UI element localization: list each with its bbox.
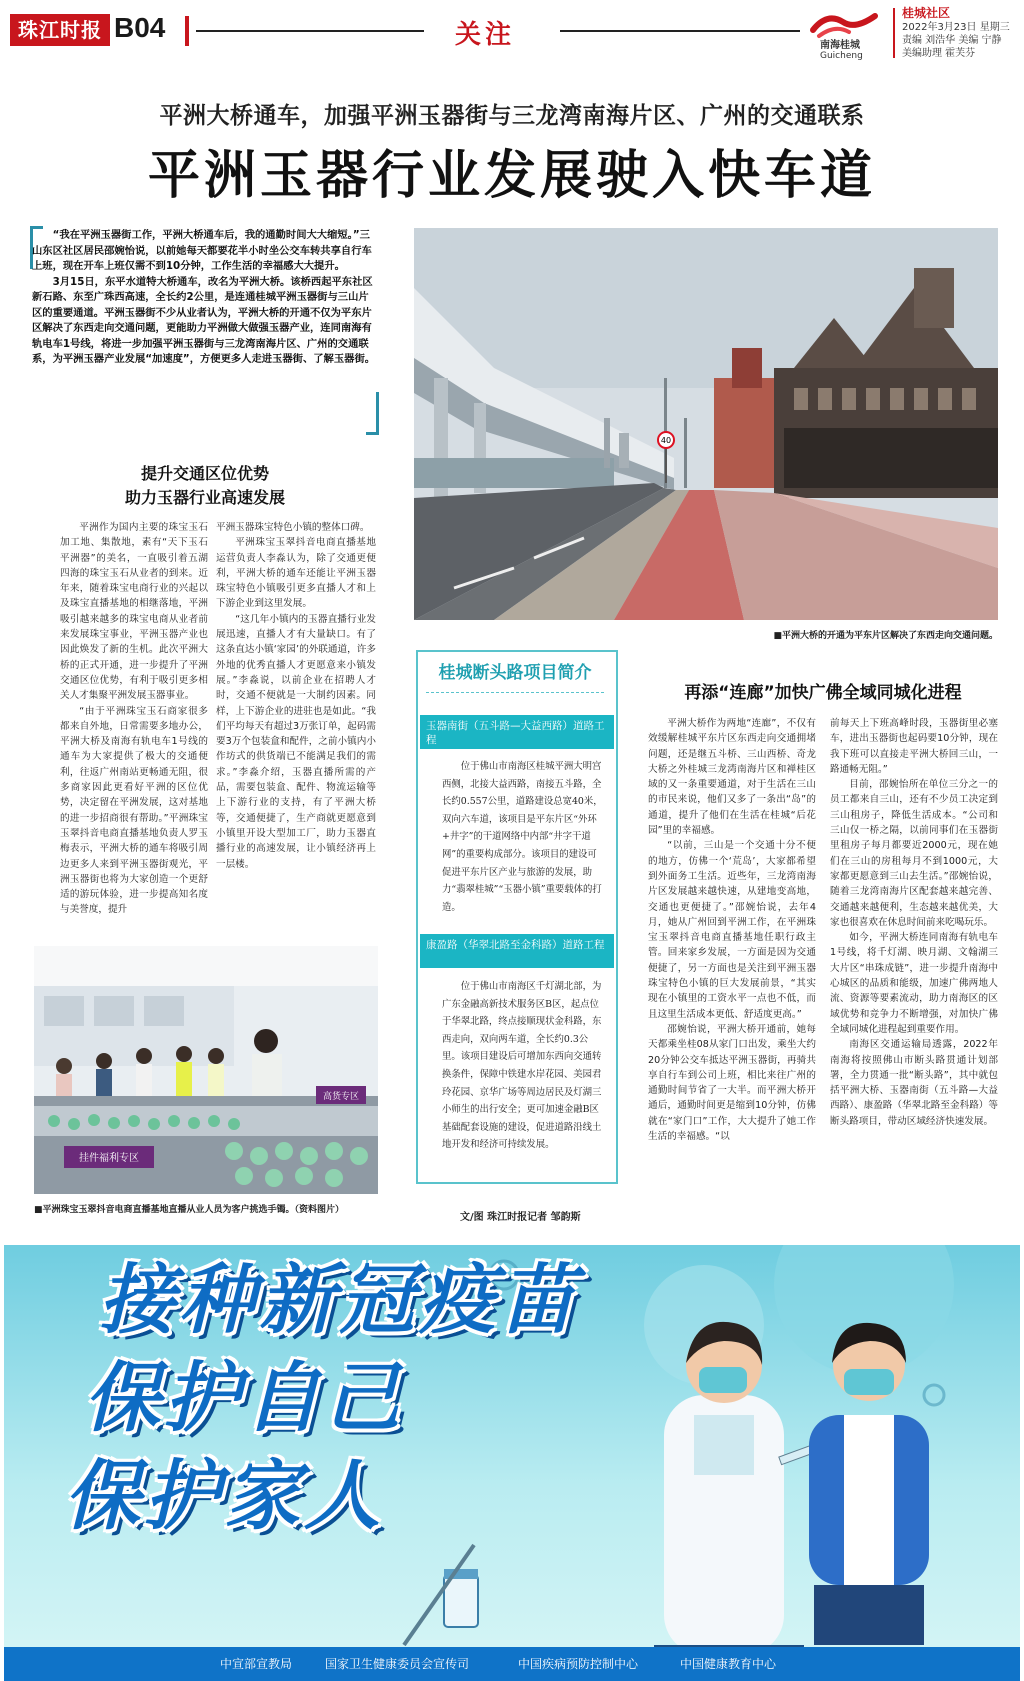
body-paragraph: “由于平洲珠宝玉石商家很多都来自外地，日常需要多地办公，平洲大桥及南海有轨电车1号线的通车为大家提供了极大的交通便利，往返广州南站更畅通无阻，很多商家因此更看好平洲的区位优势，决定留在平洲发展，这对基地的进一步招商很有帮助。”平洲珠宝玉翠抖音电商直播基地负责人罗玉梅表示，平洲大桥的通车将吸引周边更多人来到平洲玉器街观光，平洲玉器街也将为大家创造一个更舒适的游玩体验，进一步提高知名度与美誉度，提升 <box>60 705 208 916</box>
body-paragraph: 邵婉怡说，平洲大桥开通前，她每天都乘坐桂08从家门口出发，乘坐大约20分钟公交车抵达平洲玉器街，再骑共享自行车到公司上班，相比来往广州的通勤时间节省了一大半。而平洲大桥开通后，通勤时间更是缩到10分钟，仿佛就在“家门口”工作，大大提升了她工作生活的幸福感。“以 <box>648 1023 816 1143</box>
bridge-photo-illustration <box>414 228 998 620</box>
livestream-photo-illustration <box>34 946 378 1194</box>
sidebar-divider <box>426 692 604 693</box>
section-title: 关注 <box>455 20 516 50</box>
shop-sign: 挂件福利专区 <box>79 1153 139 1164</box>
body-column <box>216 520 376 930</box>
bridge-photo <box>414 228 998 620</box>
intro-paragraphs <box>32 228 378 434</box>
header-rule-left <box>196 30 424 32</box>
page-code: B04 <box>114 12 166 43</box>
body-paragraph: “以前，三山是一个交通十分不便的地方，仿佛一个‘荒岛’，大家都希望到外面务工生活。近些年，三龙湾南海片区发展越来越快速，从建地变高地，交通也更便捷了。”邵婉怡说，去年4月，她从广州回到平洲工作，在平洲珠宝玉翠抖音电商直播基地任职行政主管。回来家乡发展，一方面是因为交通便捷了，另一方面也是关注到平洲玉器珠宝特色小镇的巨大发展前景，“其实现在小镇里的工资水平一点也不低，而且这里生活成本更低、舒适度更高。” <box>648 840 816 1020</box>
masthead: 珠江时报 <box>10 14 110 46</box>
header-divider <box>185 16 189 46</box>
sidebar-item-text: 位于佛山市南海区桂城平洲大明宫西侧，北接大益西路，南接五斗路，全长约0.557公里，道路建设总宽40米，双向六车道，该项目是平东片区“外环+井字”的干道网络中内部“井字干道网”的重要构成部分。该项目的建设可促进平东片区产业与旅游的发展，助力“翡翠桂城”“玉器小镇”重要载体的打造。 <box>442 761 603 913</box>
body-column <box>648 716 816 1216</box>
header-rule-right <box>560 30 800 32</box>
article-title: 平洲玉器行业发展驶入快车道 <box>147 146 876 206</box>
body-column <box>60 520 208 930</box>
body-column <box>830 716 998 1216</box>
assistant-line: 美编助理 霍芙芬 <box>902 48 976 59</box>
body-paragraph: 平洲玉器珠宝特色小镇的整体口碑。 <box>216 522 370 533</box>
ad-slogan: 接种新冠疫苗 <box>99 1255 579 1344</box>
header-separator <box>893 8 895 58</box>
body-paragraph: 目前，邵婉怡所在单位三分之一的员工都来自三山，还有不少员工决定到三山租房子，降低生活成本。“公司和三山仅一桥之隔，以前同事们在玉器街里租房子每月都要近2000元，现在她们在三山的房租每月不到1000元，大家都更愿意到三山去生活。”邵婉怡说，随着三龙湾南海片区配套越来越完善、交通越来越便利，生态越来越优美，大家也很喜欢在休息时间前来吃喝玩乐。 <box>830 779 998 928</box>
body-paragraph: 如今，平洲大桥连同南海有轨电车1号线，将千灯湖、映月湖、文翰湖三大片区“串珠成链”，进一步提升南海中心城区的品质和能级，加速广佛两地人流、资源等要素流动，助力南海区的区域优势和竞争力不断增强，对加快广佛全域同城化进程起到重要作用。 <box>830 932 998 1035</box>
body-paragraph: 平洲作为国内主要的珠宝玉石加工地、集散地，素有“天下玉石平洲器”的美名，一直吸引着五湖四海的珠宝玉石从业者的到来。近年来，随着珠宝电商行业的兴起以及珠宝直播基地的相继落地，平洲吸引越来越多的珠宝电商从业者前来发展珠宝事业，平洲玉器产业也因此焕发了新的生机。此次平洲大桥的正式开通，进一步提升了平洲交通区位优势，有利于吸引更多相关人才集聚平洲发展玉器事业。 <box>60 522 208 702</box>
body-paragraph: 南海区交通运输局透露，2022年南海将按照佛山市断头路贯通计划部署，全力贯通一批“断头路”，其中就包括平洲大桥、玉器南街（五斗路—大益西路）、康盈路（华翠北路至金科路）等断头路项目，带动区域经济快速发展。 <box>830 1039 998 1127</box>
vaccine-ad <box>4 1245 1020 1681</box>
body-paragraph: 前每天上下班高峰时段，玉器街里必塞车，进出玉器街也起码要10分钟，现在我下班可以直接走平洲大桥回三山，一路通畅无阻。” <box>830 718 998 775</box>
byline: 文/图 珠江时报记者 邹韵斯 <box>460 1212 581 1223</box>
patient-figure <box>809 1323 929 1645</box>
issue-date: 2022年3月23日 星期三 <box>902 22 1010 33</box>
ad-organizer: 中宣部宣教局 <box>220 1657 293 1671</box>
zone-label: 桂城社区 <box>902 6 951 20</box>
body-paragraph: “这几年小镇内的玉器直播行业发展迅速，直播人才有大量缺口。有了这条直达小镇‘家园’的外联通道，许多外地的优秀直播人才更愿意来小镇发展。”李淼说，以前企业在招聘人才时，交通不便就是一大制约因素。同样，上下游企业的进驻也是如此。“我们平均每天有超过3万张订单，起码需要3万个包装盒和配件，之前小镇内小作坊式的供货端已不能满足我们的需求。”李淼介绍，玉器直播所需的产品，需要包装盒、配件、物流运输等上下游行业的支持，有了平洲大桥等，交通便捷了，生产商就更愿意到小镇里开设大型加工厂，助力玉器直播行业的高速发展，让小镇经济再上一层楼。 <box>216 613 376 870</box>
intro-paragraph: 3月15日，东平水道特大桥通车，改名为平洲大桥。该桥西起平东社区新石路、东至广珠西高速，全长约2公里，是连通桂城平洲玉器街与三山片区的重要通道。平洲玉器街不少从业者认为，平洲大桥的开通不仅为平东片区解决了东西走向交通问题，更能助力平洲做大做强玉器产业，连同南海有轨电车1号线，将进一步加强平洲玉器街与三龙湾南海片区、广州的交通联系，为平洲玉器产业发展“加速度”，方便更多人走进玉器街、了解玉器街。 <box>32 275 376 365</box>
ad-footer <box>4 1647 1020 1681</box>
ad-slogan: 保护自己 <box>84 1353 404 1442</box>
livestream-photo-caption: ■平洲珠宝玉翠抖音电商直播基地直播从业人员为客户挑选手镯。（资料图片） <box>34 1205 345 1215</box>
bridge-photo-caption: ■平洲大桥的开通为平东片区解决了东西走向交通问题。 <box>773 631 998 641</box>
editor-line: 责编 刘浩华 美编 宁静 <box>902 35 1002 46</box>
intro-paragraph: “我在平洲玉器街工作，平洲大桥通车后，我的通勤时间大大缩短。”三山东区社区居民邵婉怡说，以前她每天都要花半小时坐公交车转共享自行车上班，现在开车上班仅需不到10分钟，工作生活的幸福感大大提升。 <box>32 229 372 272</box>
speed-limit-sign: 40 <box>660 436 672 445</box>
sidebar-item-title: 康盈路（华翠北路至金科路）道路工程 <box>420 934 614 968</box>
ad-slogan: 保护家人 <box>64 1451 384 1540</box>
section-heading-1: 提升交通区位优势 助力玉器行业高速发展 <box>124 464 285 507</box>
ad-organizer: 中国健康教育中心 <box>680 1657 777 1671</box>
section-heading-2: 再添“连廊”加快广佛全域同城化进程 <box>684 683 962 703</box>
ad-organizer: 国家卫生健康委员会宣传司 <box>325 1657 470 1671</box>
article-subtitle: 平洲大桥通车，加强平洲玉器街与三龙湾南海片区、广州的交通联系 <box>159 103 865 129</box>
sidebar-item-title: 玉器南街（五斗路—大益西路）道路工程 <box>420 715 614 749</box>
ad-organizer: 中国疾病预防控制中心 <box>518 1657 639 1671</box>
body-paragraph: 平洲大桥作为两地“连廊”，不仅有效缓解桂城平东片区东西走向交通拥堵问题，还是继五斗桥、三山西桥、奇龙大桥之外桂城三龙湾南海片区和禅桂区域的又一条重要通道，对于生活在三山的市民来说，他们又多了一条出“岛”的通道，提升了他们在生活在桂城“后花园”里的幸福感。 <box>648 718 816 837</box>
sidebar-title: 桂城断头路项目简介 <box>438 663 592 683</box>
body-paragraph: 平洲珠宝玉翠抖音电商直播基地运营负责人李淼认为，除了交通更便利，平洲大桥的通车还能让平洲玉器珠宝特色小镇吸引更多直播人才和上下游企业到这里发展。 <box>216 537 376 610</box>
livestream-photo <box>34 946 378 1194</box>
shop-sign: 高货专区 <box>322 1092 360 1102</box>
logo-label: 南海桂城 Guicheng <box>820 40 863 61</box>
sidebar-item-text: 位于佛山市南海区千灯湖北部，为广东金融高新技术服务区B区，起点位于华翠北路，终点接顺现状金科路，东西走向，双向两车道，全长约0.3公里。该项目建设后可增加东西向交通转换条件，保障中铁建水岸花园、美园君玲花园、京华广场等周边居民及灯湖三小师生的出行安全；更可加速金融B区基础配套设施的建设，促进道路沿线土地开发和经济可持续发展。 <box>442 981 602 1151</box>
